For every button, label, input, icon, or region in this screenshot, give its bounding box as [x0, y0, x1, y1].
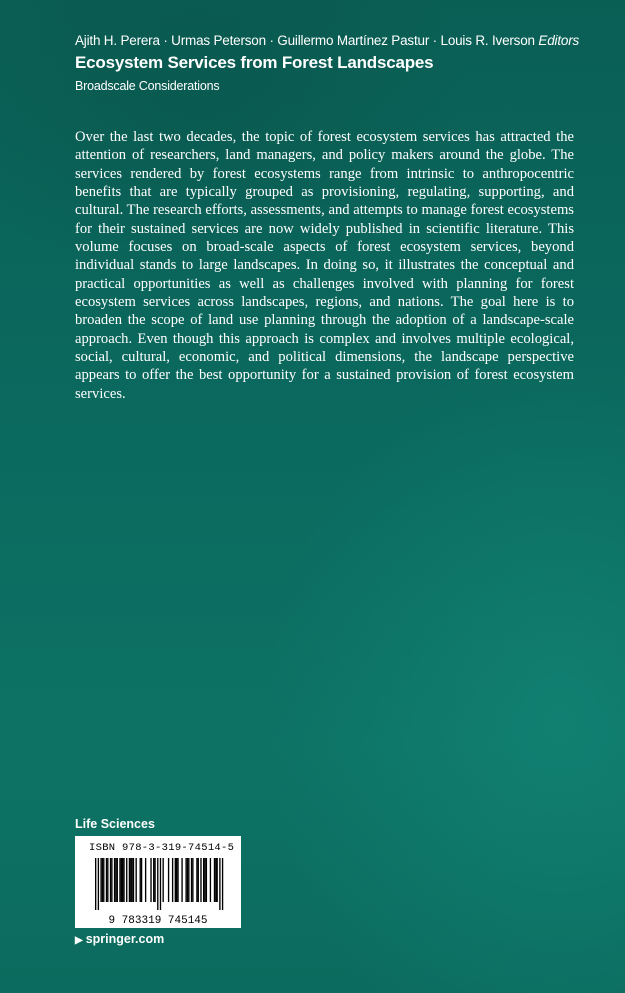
barcode-bar — [133, 858, 134, 902]
barcode-bar — [102, 858, 103, 902]
barcode-bar — [214, 858, 215, 902]
barcode-bar — [115, 858, 116, 902]
triangle-right-icon: ▶ — [75, 935, 83, 946]
barcode-bar — [168, 858, 169, 902]
barcode-bar — [130, 858, 131, 902]
barcode-bar — [98, 858, 99, 910]
barcode-bar — [160, 858, 161, 910]
barcode-bar — [177, 858, 178, 902]
barcode-bar — [191, 858, 192, 902]
subject-category: Life Sciences — [75, 817, 155, 831]
barcode-bar — [157, 858, 158, 910]
barcode-bar — [200, 858, 201, 902]
barcode-bar — [103, 858, 104, 902]
book-description: Over the last two decades, the topic of forest ecosystem services has attracted the attention of researchers, land managers, and policy makers around the globe. The services rendered by forest ecosystems range from intrinsic to anthropocentric benefits that are typically grouped as provisioning, regulating, supporting, and cultural. The research efforts, assessments, and attempts to manage forest ecosystems for their sustained services are now widely published in scientific literature. This volume focuses on broad-scale aspects of forest ecosystem services, beyond individual stands to large landscapes. In doing so, it illustrates the conceptual and practical opportunities as well as challenges involved with planning for forest ecosystem services across landscapes, regions, and nations. The goal here is to broaden the scope of land use planning through the adoption of a landscape-scale approach. Even though this approach is complex and involves multiple ecological, social, cultural, economic, and political dimensions, the landscape perspective appears to offer the best opportunity for a sustained provision of forest ecosystem services. — [75, 129, 574, 402]
editors-names: Ajith H. Perera · Urmas Peterson · Guillermo Martínez Pastur · Louis R. Iverson — [75, 33, 535, 48]
barcode-bar — [172, 858, 173, 902]
barcode-bar — [217, 858, 218, 902]
barcode-bar — [122, 858, 123, 902]
barcode-bar — [123, 858, 124, 902]
barcode-bar — [111, 858, 112, 902]
barcode-bar — [181, 858, 182, 902]
barcode-bar — [150, 858, 151, 902]
barcode-bar — [204, 858, 205, 902]
barcode-bar — [136, 858, 137, 902]
barcode-bar — [203, 858, 204, 902]
publisher-website: springer.com — [85, 932, 165, 946]
barcode-bar — [222, 858, 223, 910]
isbn-label: ISBN 978-3-319-74514-5 — [89, 842, 235, 854]
barcode-bar — [192, 858, 193, 902]
barcode-bar — [196, 858, 197, 902]
barcode-bar — [121, 858, 122, 902]
barcode-bar — [198, 858, 199, 902]
barcode-bars — [95, 858, 223, 910]
barcode-bar — [219, 858, 220, 910]
barcode-bar — [185, 858, 186, 902]
barcode-bar — [110, 858, 111, 902]
barcode-image — [81, 856, 235, 926]
editors-line — [75, 33, 595, 48]
barcode-bar — [154, 858, 155, 902]
barcode-bar — [119, 858, 120, 902]
barcode-bar — [95, 858, 96, 910]
barcode-bar — [114, 858, 115, 902]
barcode-bar — [187, 858, 188, 902]
barcode-bar — [215, 858, 216, 902]
barcode-bar — [153, 858, 154, 902]
barcode-bar — [100, 858, 101, 902]
barcode-bar — [210, 858, 211, 902]
barcode-bar — [126, 858, 127, 902]
barcode-bar — [107, 858, 108, 902]
barcode-bar — [106, 858, 107, 902]
barcode-bar — [175, 858, 176, 902]
editors-role: Editors — [538, 33, 580, 48]
barcode-bar — [145, 858, 146, 902]
barcode-bar — [176, 858, 177, 902]
barcode-bar — [117, 858, 118, 902]
publisher-link[interactable] — [75, 932, 164, 946]
book-subtitle: Broadscale Considerations — [75, 79, 220, 93]
barcode-bar — [163, 858, 164, 902]
barcode-bar — [188, 858, 189, 902]
barcode-bar — [141, 858, 142, 902]
barcode-digits: 9 783319 745145 — [108, 915, 208, 926]
barcode-panel — [75, 836, 241, 928]
barcode-bar — [131, 858, 132, 902]
barcode-bar — [129, 858, 130, 902]
barcode-bar — [140, 858, 141, 902]
barcode-bar — [206, 858, 207, 902]
book-title: Ecosystem Services from Forest Landscapes — [75, 53, 434, 72]
